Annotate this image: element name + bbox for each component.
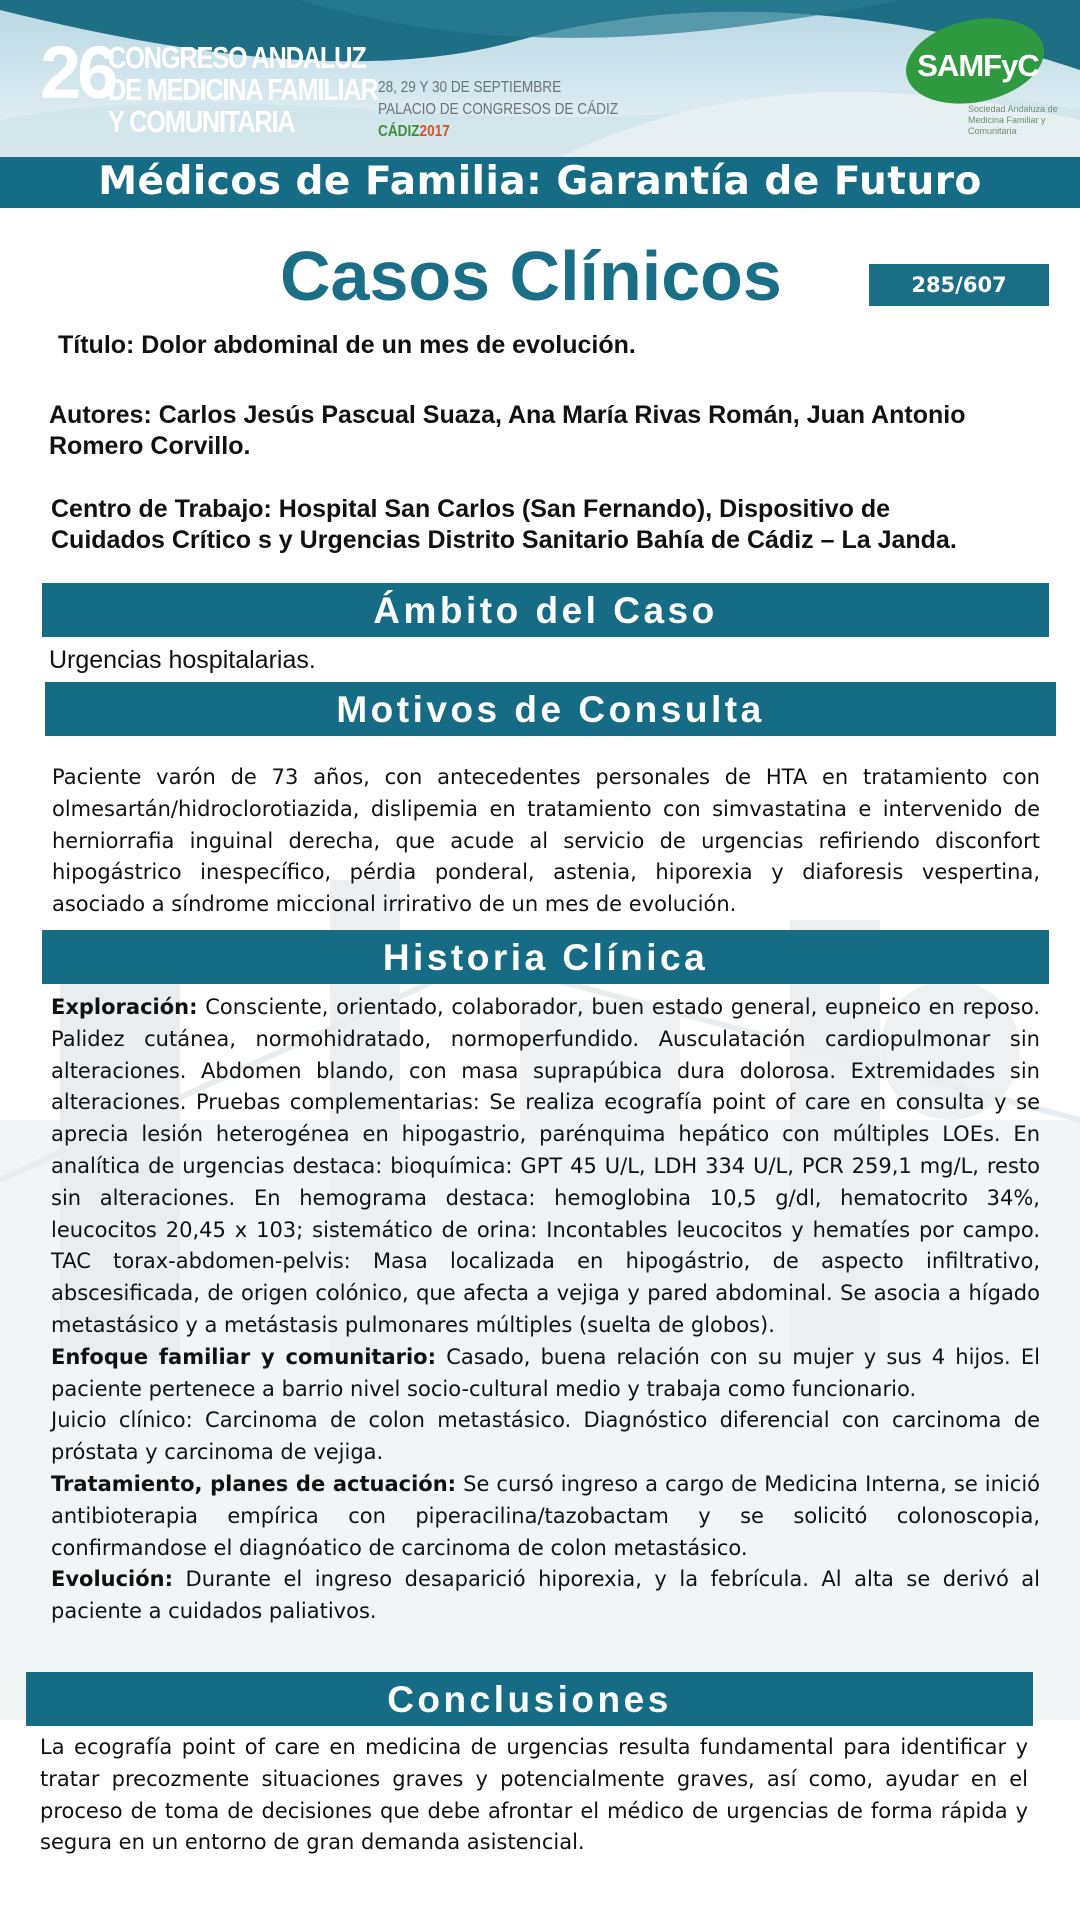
congress-line-1: CONGRESO ANDALUZ [108, 40, 366, 75]
congress-city-year [378, 122, 450, 142]
conclusiones-text: La ecografía point of care en medicina de urgencias resulta fundamental para identificar y tratar precozmente situaciones graves y potencialmente graves, así como, ayudar en el proceso de toma de decisiones que debe afrontar el médico de urgencias de forma rápida y segura en un entorno de gran demanda asistencial. [40, 1735, 1028, 1855]
evolucion-label: Evolución: [51, 1567, 174, 1592]
page-title: Casos Clínicos [280, 237, 782, 315]
samfyc-logo-text: SAMFyC [917, 48, 1039, 83]
enfoque-text: Casado, buena relación con su mujer y sus 4 hijos. El paciente pertenece a barrio nivel socio-cultural medio y trabaja como funcionario. [51, 1344, 1040, 1401]
slogan: Médicos de Familia: Garantía de Futuro [98, 159, 982, 204]
section-heading-conclusiones: Conclusiones [26, 1672, 1033, 1726]
enfoque-paragraph [51, 1342, 1040, 1406]
workplace-line-2: Cuidados Crítico s y Urgencias Distrito Sanitario Bahía de Cádiz – La Janda. [51, 526, 957, 554]
workplace-line-1: Centro de Trabajo: Hospital San Carlos (San Fernando), Dispositivo de [51, 495, 891, 523]
exploracion-text: Consciente, orientado, colaborador, buen estado general, eupneico en reposo. Palidez cutánea, normohidratado, normoperfundido. Ausculatación cardiopulmonar sin alteraciones. Abdomen blando, con masa suprapúbica dura dolorosa. Extremidades sin alteraciones. Pruebas complementarias: Se realiza ecografía point of care en consulta y se aprecia lesión heterogénea en hipogastrio, parénquima hepático con múltiples LOEs. En analítica de urgencias destaca: bioquímica: GPT 45 U/L, LDH 334 U/L, PCR 259,1 mg/L, resto sin alteraciones. En hemograma destaca: hemoglobina 10,5 g/dl, hematocrito 34%, leucocitos 20,45 x 103; sistemático de orina: Incontables leucocitos y hematíes por campo. TAC torax-abdomen-pelvis: Masa localizada en hipogástrio, de aspecto infiltrativo, abscesificada, de origen colónico, que afecta a vejiga y pared abdominal. Se asocia a hígado metastásico y a metástasis pulmonares múltiples (suelta de globos). [51, 995, 1040, 1337]
exploracion-label: Exploración: [51, 995, 198, 1019]
section-heading-motivos: Motivos de Consulta [45, 682, 1056, 736]
tratamiento-label: Tratamiento, planes de actuación: [51, 1471, 457, 1496]
historia-body [51, 992, 1040, 1628]
samfyc-logo-subtitle: Sociedad Andaluza de Medicina Familiar y Comunitaria [968, 104, 1058, 136]
enfoque-label: Enfoque familiar y comunitario: [51, 1344, 437, 1369]
section-heading-historia: Historia Clínica [42, 930, 1049, 984]
authors-line-2: Romero Corvillo. [49, 432, 251, 460]
authors-line-1: Autores: Carlos Jesús Pascual Suaza, Ana María Rivas Román, Juan Antonio [49, 401, 966, 429]
congress-venue: PALACIO DE CONGRESOS DE CÁDIZ [378, 101, 619, 118]
juicio-paragraph: Juicio clínico: Carcinoma de colon metastásico. Diagnóstico diferencial con carcinoma de próstata y carcinoma de vejiga. [51, 1408, 1040, 1465]
evolucion-text: Durante el ingreso desaparició hiporexia, y la febrícula. Al alta se derivó al paciente a cuidados paliativos. [51, 1567, 1040, 1624]
motivos-text: Paciente varón de 73 años, con antecedentes personales de HTA en tratamiento con olmesartán/hidroclorotiazida, dislipemia en tratamiento con simvastatina e intervenido de herniorrafia inguinal derecha, que acude al servicio de urgencias refiriendo disconfort hipogástrico inespecífico, pérdia ponderal, astenia, hiporexia y diaforesis vespertina, asociado a síndrome miccional irrirativo de un mes de evolución. [52, 765, 1040, 917]
year-label: 2017 [419, 123, 450, 140]
congress-line-2: DE MEDICINA FAMILIAR [108, 72, 378, 107]
city-label: CÁDIZ [378, 123, 420, 140]
exploracion-paragraph [51, 992, 1040, 1342]
tratamiento-text: Se cursó ingreso a cargo de Medicina Interna, se inició antibioterapia empírica con piperacilina/tazobactam y se solicitó colonoscopia, confirmandose el diagnóatico de carcinoma de colon metastásico. [51, 1471, 1041, 1560]
section-heading-ambito: Ámbito del Caso [42, 583, 1049, 637]
congress-header [0, 0, 1080, 157]
congress-dates: 28, 29 Y 30 DE SEPTIEMBRE [378, 79, 562, 96]
ambito-text: Urgencias hospitalarias. [49, 646, 316, 674]
case-code-badge: 285/607 [869, 264, 1049, 306]
tratamiento-paragraph [51, 1469, 1040, 1564]
evolucion-paragraph [51, 1564, 1040, 1628]
edition-number: 26 [40, 31, 115, 114]
case-title: Título: Dolor abdominal de un mes de evolución. [58, 331, 636, 359]
congress-line-3: Y COMUNITARIA [108, 104, 295, 139]
